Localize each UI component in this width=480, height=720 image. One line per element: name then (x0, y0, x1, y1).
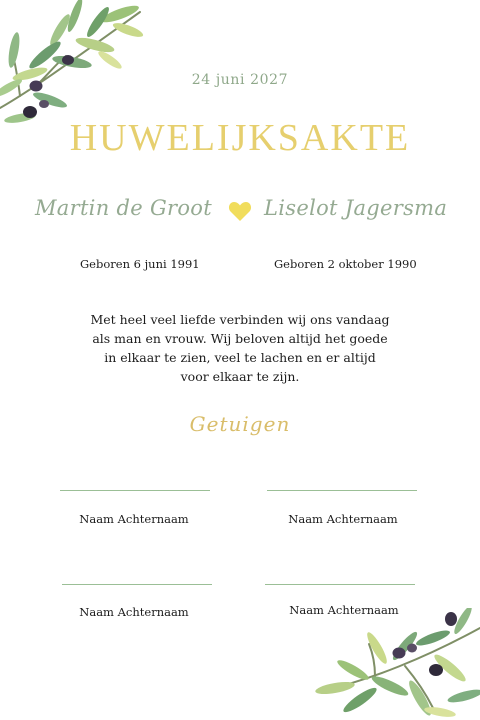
partner1-name: Martin de Groot (34, 196, 212, 220)
partner1-birth: Geboren 6 juni 1991 (80, 257, 200, 271)
signature-line (62, 584, 212, 585)
couple-names (0, 196, 480, 240)
witness-name: Naam Achternaam (79, 512, 189, 526)
olive-branch-bottom-right (315, 608, 480, 720)
partner2-birth: Geboren 2 oktober 1990 (274, 257, 417, 271)
signature-line (265, 584, 415, 585)
vow-text (70, 310, 410, 386)
signature-line (267, 490, 417, 491)
ceremony-date: 24 juni 2027 (191, 72, 289, 88)
vow-line: in elkaar te zien, veel te lachen en er altijd (104, 350, 376, 365)
partner2-name: Liselot Jagersma (264, 196, 448, 220)
heart-icon (228, 200, 252, 222)
certificate-title: HUWELIJKSAKTE (69, 117, 411, 159)
vow-line: voor elkaar te zijn. (180, 369, 300, 384)
olive-branch-top-left (0, 0, 150, 125)
signature-line (60, 490, 210, 491)
witness-name: Naam Achternaam (79, 605, 189, 619)
witness-name: Naam Achternaam (289, 603, 399, 617)
witnesses-heading: Getuigen (189, 412, 291, 436)
vow-line: Met heel veel liefde verbinden wij ons vandaag (90, 312, 390, 327)
witness-name: Naam Achternaam (288, 512, 398, 526)
vow-line: als man en vrouw. Wij beloven altijd het goede (92, 331, 388, 346)
